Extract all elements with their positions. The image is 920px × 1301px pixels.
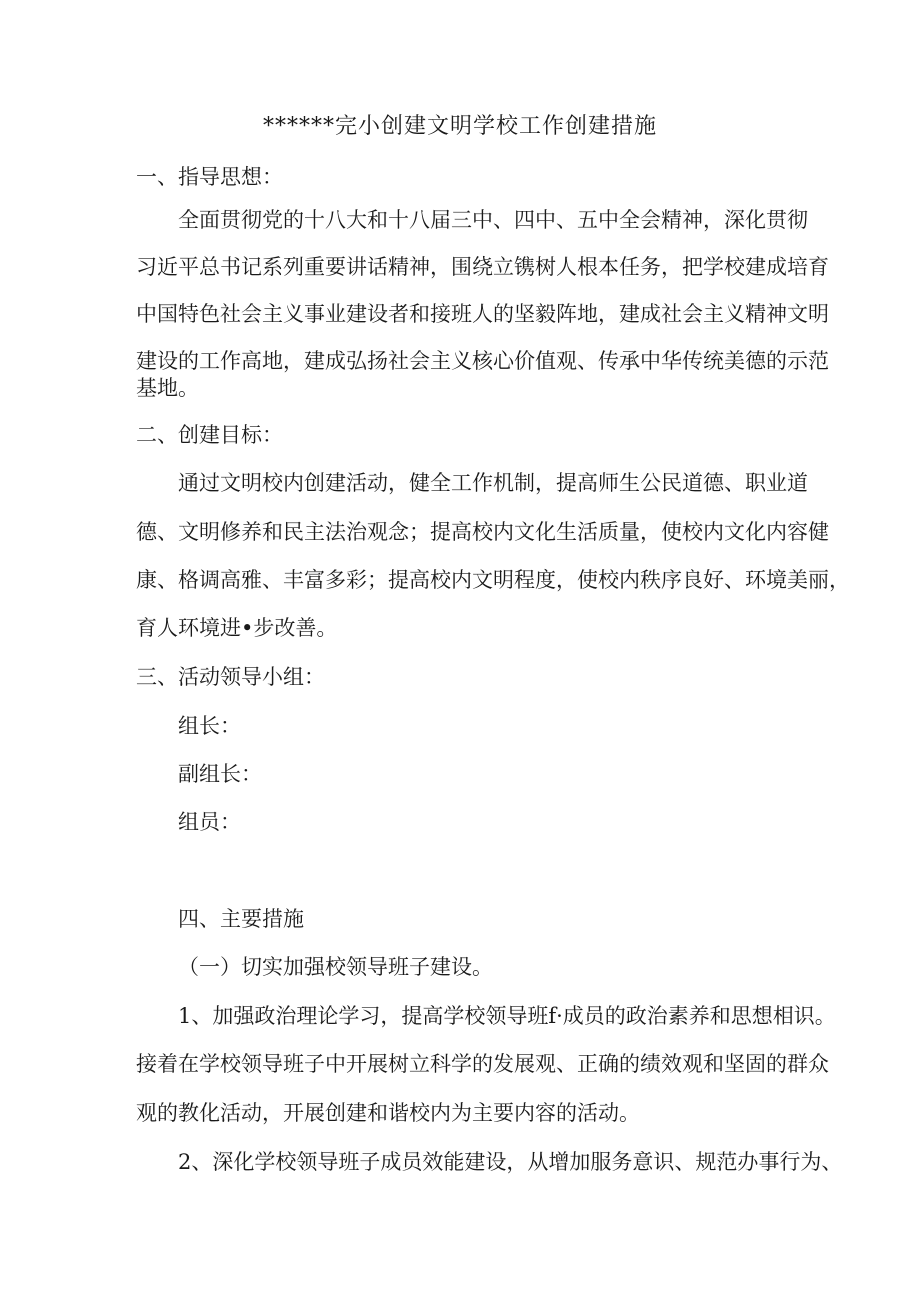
group-members-label: 组员： (178, 810, 241, 834)
paragraph-line: 基地。 (136, 376, 199, 400)
group-leader-label: 组长： (178, 714, 241, 738)
paragraph-line: 建设的工作高地，建成弘扬社会主义核心价值观、传承中华传统美德的示范 (136, 349, 829, 373)
paragraph-line: 育人环境进•步改善。 (136, 616, 338, 640)
paragraph-line: 德、文明修养和民主法治观念；提高校内文化生活质量，使校内文化内容健 (136, 520, 829, 544)
paragraph-line: 接着在学校领导班子中开展树立科学的发展观、正确的绩效观和坚固的群众 (136, 1052, 829, 1076)
deputy-leader-label: 副组长： (178, 762, 262, 786)
document-title: ******完小创建文明学校工作创建措施 (262, 114, 657, 139)
paragraph-line: 习近平总书记系列重要讲话精神，围绕立镌树人根本任务，把学校建成培育 (136, 255, 829, 279)
section-heading-main-measures: 四、主要措施 (178, 907, 304, 931)
paragraph-line: 1、加强政治理论学习，提高学校领导班f·成员的政治素养和思想相识。 (178, 1004, 836, 1028)
section-heading-leadership-group: 三、活动领导小组： (136, 665, 325, 689)
section-heading-goals: 二、创建目标： (136, 423, 283, 447)
paragraph-line: 中国特色社会主义事业建设者和接班人的坚毅阵地，建成社会主义精神文明 (136, 302, 829, 326)
subsection-heading: （一）切实加强校领导班子建设。 (178, 955, 493, 979)
paragraph-line: 康、格调高雅、丰富多彩；提高校内文明程度，使校内秩序良好、环境美丽， (136, 568, 850, 592)
paragraph-line: 全面贯彻党的十八大和十八届三中、四中、五中全会精神，深化贯彻 (178, 208, 808, 232)
paragraph-line: 通过文明校内创建活动，健全工作机制，提高师生公民道德、职业道 (178, 471, 808, 495)
paragraph-line: 观的教化活动，开展创建和谐校内为主要内容的活动。 (136, 1101, 640, 1125)
paragraph-line: 2、深化学校领导班子成员效能建设，从增加服务意识、规范办事行为、 (178, 1150, 843, 1174)
section-heading-guiding-thought: 一、指导思想： (136, 165, 283, 189)
